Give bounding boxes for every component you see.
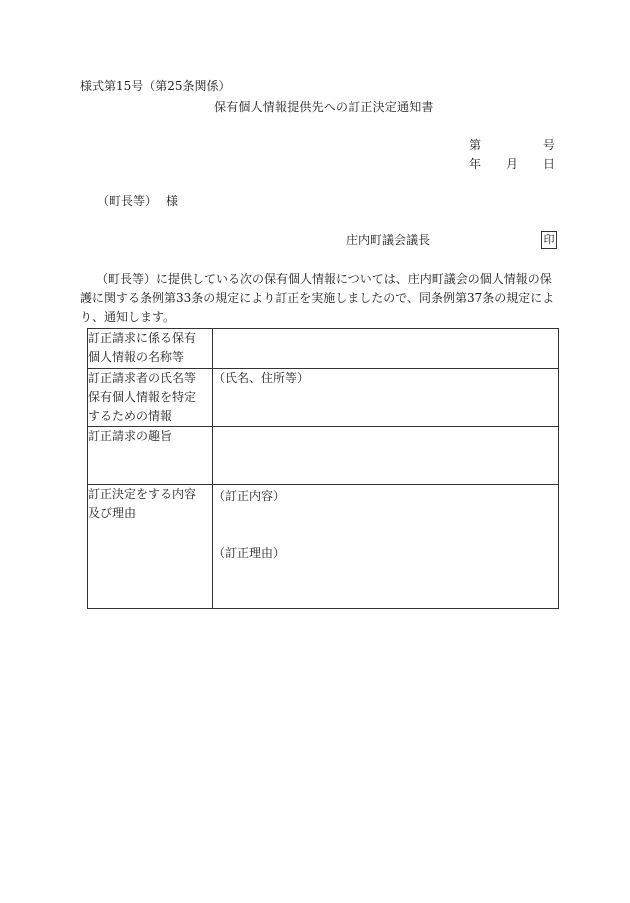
row-value-requester: （氏名、住所等）	[213, 369, 559, 427]
table-row	[88, 485, 559, 609]
table-row	[88, 329, 559, 369]
form-number: 様式第15号（第25条関係）	[80, 79, 231, 93]
recipient-name: （町長等）	[97, 194, 158, 208]
date-day: 日	[543, 157, 556, 171]
info-table	[87, 328, 559, 609]
row-label-decision: 訂正決定をする内容 及び理由	[88, 485, 213, 609]
notice-body: （町長等）に提供している次の保有個人情報については、庄内町議会の個人情報の保護に関する条例第33条の規定により訂正を実施しましたので、同条例第37条の規定により、通知します。	[80, 272, 555, 324]
seal-stamp: 印	[541, 231, 557, 249]
doc-number-prefix: 第	[469, 138, 482, 152]
row-label-purpose: 訂正請求の趣旨	[88, 427, 213, 485]
row-label-info-name: 訂正請求に係る保有 個人情報の名称等	[88, 329, 213, 369]
document-title: 保有個人情報提供先への訂正決定通知書	[214, 100, 434, 114]
table-row	[88, 369, 559, 427]
date-month: 月	[506, 157, 519, 171]
sender-name: 庄内町議会議長	[346, 233, 431, 247]
date-year: 年	[469, 157, 482, 171]
row-value-purpose	[213, 427, 559, 485]
row-value-info-name	[213, 329, 559, 369]
row-value-decision	[213, 485, 559, 609]
doc-number-suffix: 号	[543, 138, 556, 152]
correction-reason-label: （訂正理由）	[213, 546, 286, 560]
table-row	[88, 427, 559, 485]
correction-content-label: （訂正内容）	[213, 489, 286, 503]
row-label-requester: 訂正請求者の氏名等 保有個人情報を特定 するための情報	[88, 369, 213, 427]
recipient-honorific: 様	[166, 194, 179, 208]
